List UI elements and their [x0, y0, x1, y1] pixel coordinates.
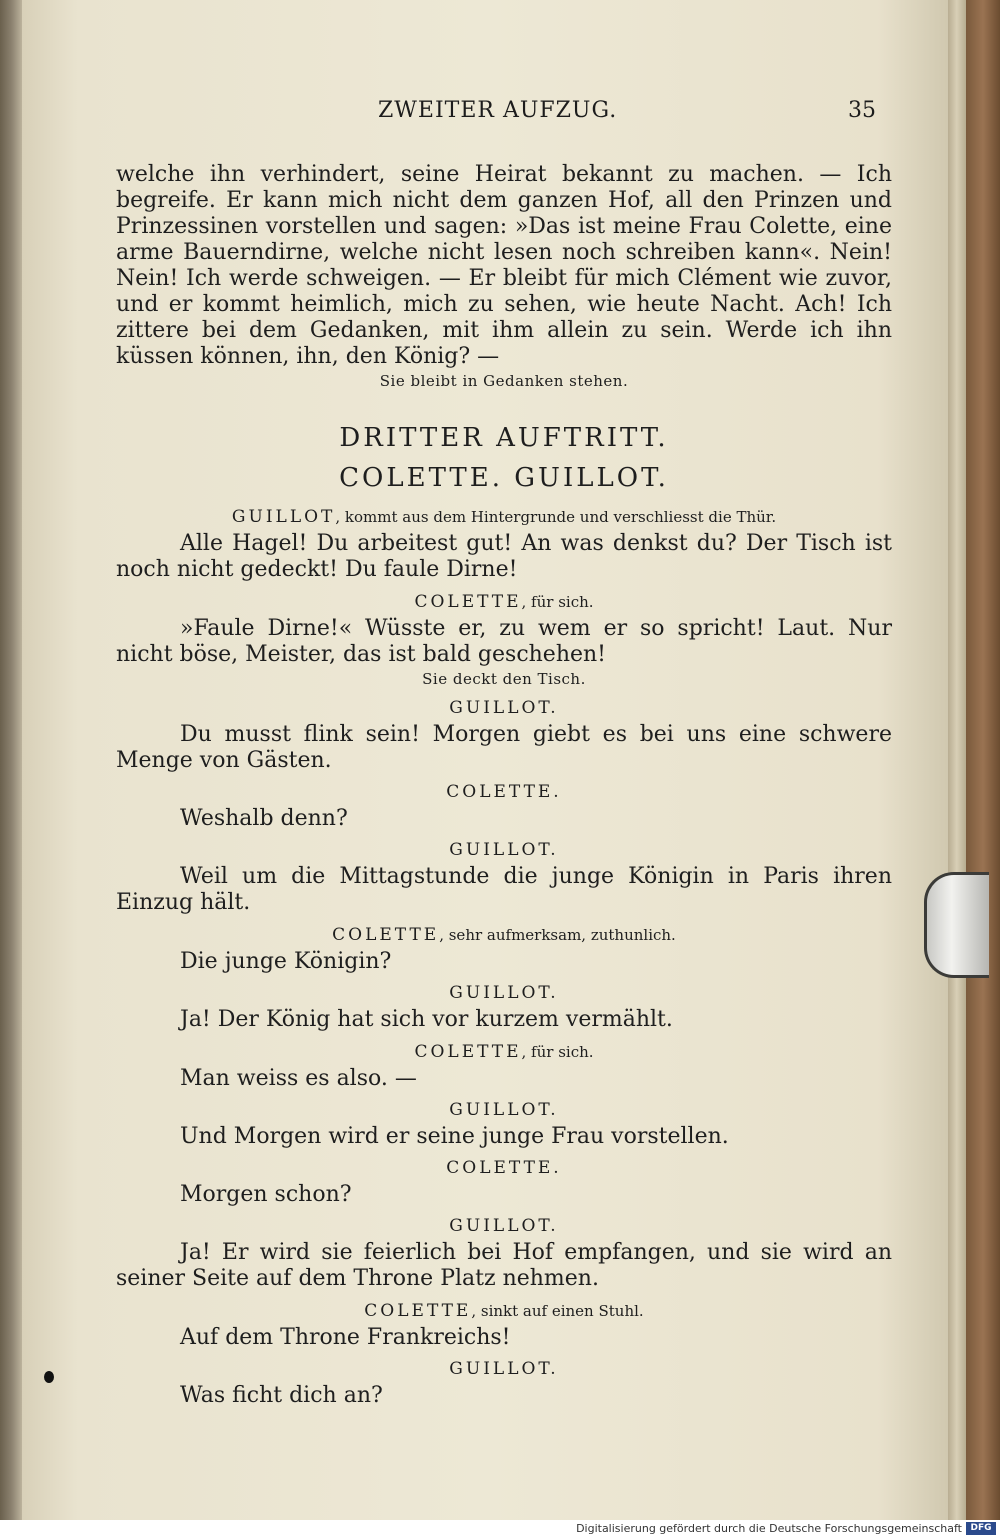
- dialogue-line: Weil um die Mittagstunde die junge Königin in Paris ihren Einzug hält.: [116, 864, 892, 915]
- dialogue-line: Auf dem Throne Frankreichs!: [180, 1325, 511, 1350]
- dialogue-line: Weshalb denn?: [180, 806, 348, 831]
- page-body: [116, 162, 892, 1409]
- speaker-heading: [116, 1098, 892, 1122]
- speaker-name: GUILLOT: [231, 507, 336, 527]
- speaker-heading: [116, 1156, 892, 1180]
- stage-direction: Sie deckt den Tisch.: [422, 670, 586, 688]
- dialogue: [116, 504, 892, 1409]
- speaker-name: COLETTE: [332, 925, 440, 945]
- speaker-heading: [116, 1357, 892, 1381]
- speaker-heading: [116, 1214, 892, 1238]
- speaker-name: GUILLOT.: [449, 1216, 559, 1236]
- speaker-name: COLETTE.: [446, 1158, 562, 1178]
- speaker-direction: , sinkt auf einen Stuhl.: [471, 1302, 644, 1320]
- dialogue-line: Und Morgen wird er seine junge Frau vorstellen.: [180, 1124, 729, 1149]
- scene-title: DRITTER AUFTRITT.: [339, 423, 669, 453]
- dialogue-line: Morgen schon?: [180, 1182, 352, 1207]
- speaker-direction: , kommt aus dem Hintergrunde und verschliesst die Thür.: [335, 508, 777, 526]
- speaker-heading: [116, 696, 892, 720]
- speaker-heading: [116, 1039, 892, 1064]
- speaker-name: GUILLOT.: [449, 698, 559, 718]
- footer-credit: Digitalisierung gefördert durch die Deutsche Forschungsgemeinschaft: [576, 1522, 962, 1535]
- speaker-direction: , sehr aufmerksam, zuthunlich.: [439, 926, 676, 944]
- dialogue-line: Ja! Der König hat sich vor kurzem vermählt.: [180, 1007, 673, 1032]
- speaker-heading: [116, 1298, 892, 1323]
- margin-mark: [44, 1371, 54, 1383]
- dialogue-line: Ja! Er wird sie feierlich bei Hof empfangen, und sie wird an seiner Seite auf dem Throne Platz nehmen.: [116, 1240, 892, 1291]
- scene-characters: COLETTE. GUILLOT.: [339, 463, 669, 493]
- dialogue-line: Du musst flink sein! Morgen giebt es bei uns eine schwere Menge von Gästen.: [116, 722, 892, 773]
- book-cover-edge: [966, 0, 1000, 1520]
- dialogue-line: Alle Hagel! Du arbeitest gut! An was denkst du? Der Tisch ist noch nicht gedeckt! Du faule Dirne!: [116, 531, 892, 582]
- speaker-name: COLETTE: [414, 592, 522, 612]
- dialogue-line: Was ficht dich an?: [180, 1383, 383, 1408]
- speaker-heading: [116, 922, 892, 947]
- speaker-heading: [116, 780, 892, 804]
- stage-direction: Sie bleibt in Gedanken stehen.: [379, 372, 629, 390]
- speaker-direction: , für sich.: [521, 1043, 594, 1061]
- dialogue-line: »Faule Dirne!« Wüsste er, zu wem er so spricht! Laut. Nur nicht böse, Meister, das ist bald geschehen!: [116, 616, 892, 667]
- speaker-name: GUILLOT.: [449, 840, 559, 860]
- speaker-direction: , für sich.: [521, 593, 594, 611]
- speaker-heading: [116, 589, 892, 614]
- footer-bar: [0, 1520, 1000, 1538]
- speaker-name: GUILLOT.: [449, 1100, 559, 1120]
- speaker-name: COLETTE: [414, 1042, 522, 1062]
- speaker-heading: [116, 504, 892, 529]
- dfg-logo: DFG: [966, 1522, 996, 1535]
- dialogue-line: Man weiss es also. —: [180, 1066, 417, 1091]
- speaker-name: GUILLOT.: [449, 983, 559, 1003]
- page-number: 35: [848, 98, 876, 123]
- speaker-name: COLETTE: [364, 1301, 472, 1321]
- scanner-clip: [924, 872, 989, 978]
- speaker-heading: [116, 838, 892, 862]
- speaker-name: GUILLOT.: [449, 1359, 559, 1379]
- running-header: ZWEITER AUFZUG.: [378, 98, 618, 123]
- speaker-name: COLETTE.: [446, 782, 562, 802]
- opening-paragraph: welche ihn verhindert, seine Heirat bekannt zu machen. — Ich begreife. Er kann mich nicht dem ganzen Hof, all den Prinzen und Prinzessinen vorstellen und sagen: »Das ist meine Frau Colette, eine arme Bauerndirne, welche nicht lesen noch schreiben kann«. Nein! Nein! Ich werde schweigen. — Er bleibt für mich Clément wie zuvor, und er kommt heimlich, mich zu sehen, wie heute Nacht. Ach! Ich zittere bei dem Gedanken, mit ihm allein zu sein. Werde ich ihn küssen können, ihn, den König? —: [116, 162, 892, 369]
- speaker-heading: [116, 981, 892, 1005]
- dialogue-line: Die junge Königin?: [180, 949, 392, 974]
